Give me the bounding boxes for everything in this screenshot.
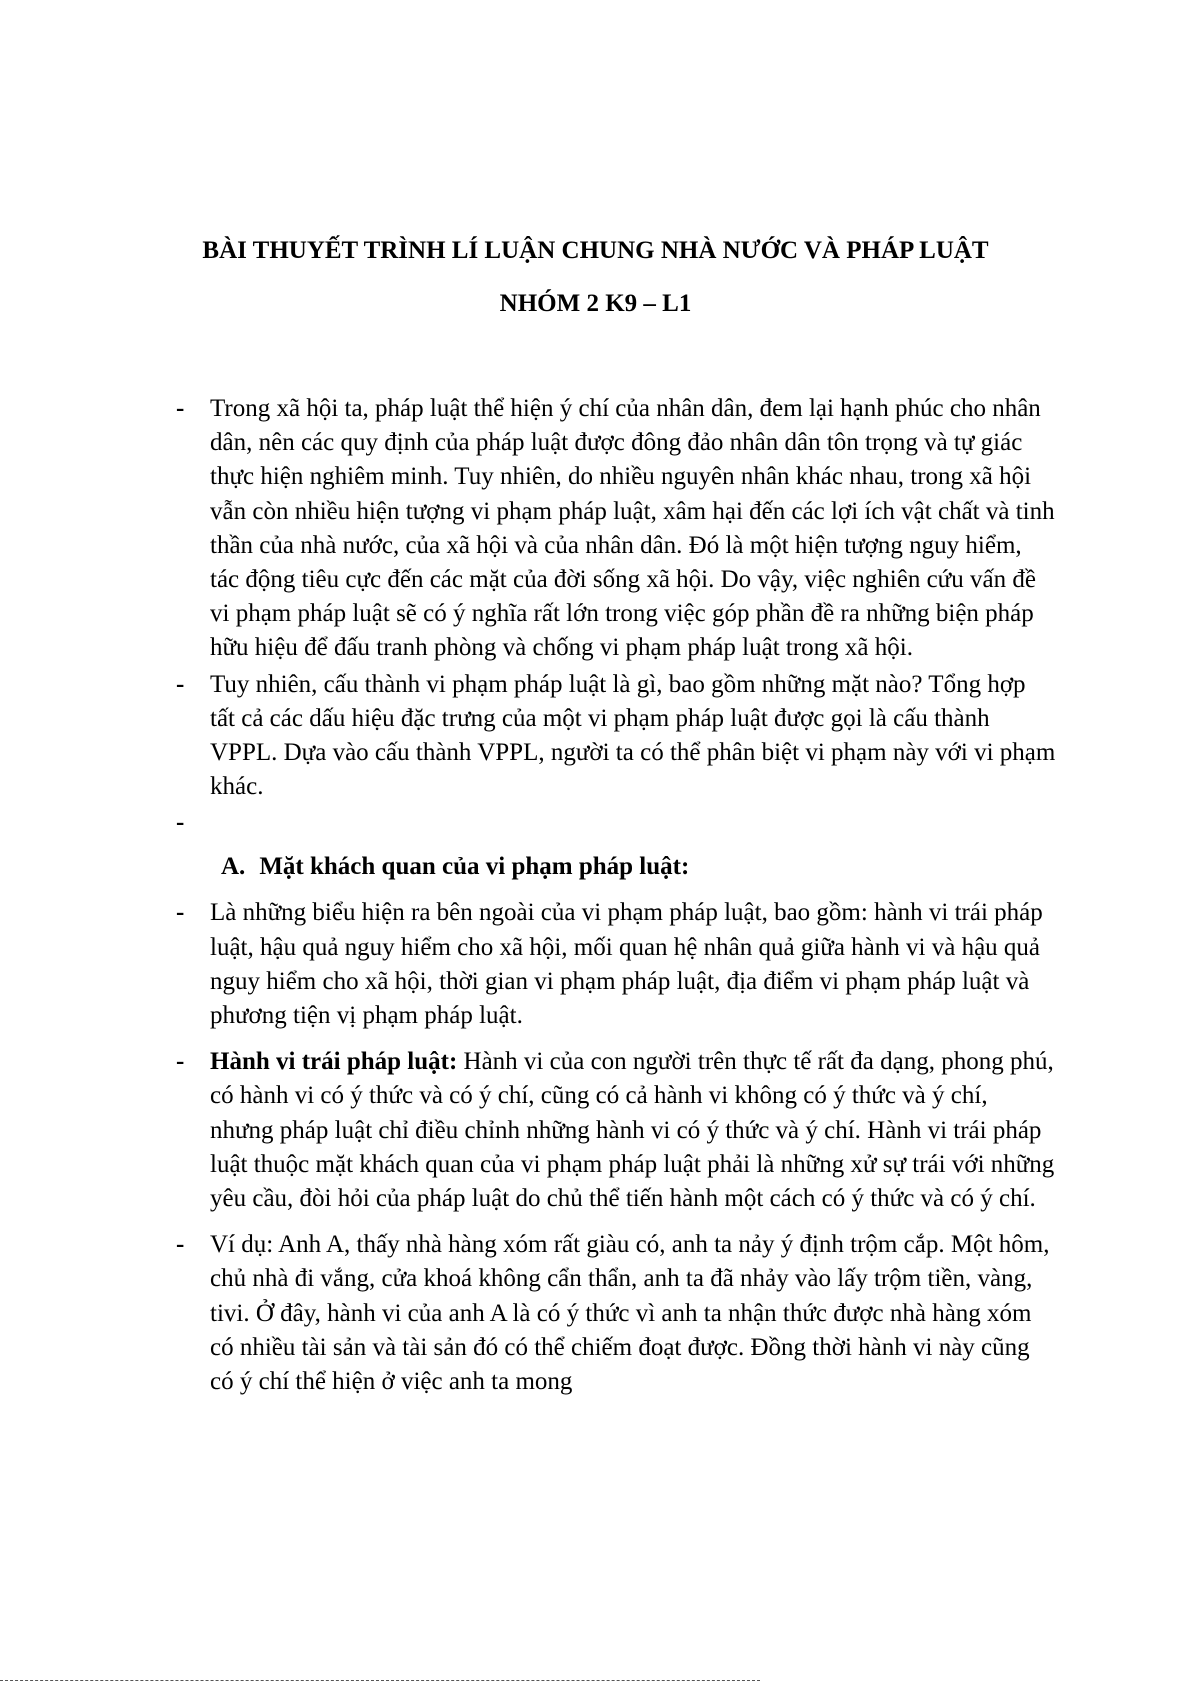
bullet-paragraph-example: [176, 1228, 1056, 1399]
dash-bullet: -: [176, 1048, 185, 1076]
paragraph-text: Là những biểu hiện ra bên ngoài của vi phạm pháp luật, bao gồm: hành vi trái pháp luật, hậu quả nguy hiểm cho xã hội, mối quan hệ nhân quả giữa hành vi và hậu quả nguy hiểm cho xã hội, thời gian vi phạm pháp luật, địa điểm vi phạm pháp luật và phương tiện vị phạm pháp luật.: [210, 899, 1043, 1030]
paragraph-text: [210, 1045, 1056, 1216]
dash-bullet: -: [176, 670, 185, 698]
bold-term: Hành vi trái pháp luật:: [210, 1048, 458, 1076]
section-title: Mặt khách quan của vi phạm pháp luật:: [259, 853, 690, 881]
page-bottom-rule: [0, 1680, 760, 1681]
bullet-paragraph-intro: [176, 392, 1056, 666]
dash-bullet: -: [176, 899, 185, 927]
bullet-paragraph-illegal-act: [176, 1045, 1056, 1216]
paragraph-text: Ví dụ: Anh A, thấy nhà hàng xóm rất giàu có, anh ta nảy ý định trộm cắp. Một hôm, chủ nhà đi vắng, cửa khoá không cẩn thẩn, anh ta đã nhảy vào lấy trộm tiền, vàng, tivi. Ở đây, hành vi của anh A là có ý thức vì anh ta nhận thức được nhà hàng xóm có nhiều tài sản và tài sản đó có thể chiếm đoạt được. Đồng thời hành vi này cũng có ý chí thể hiện ở việc anh ta mong: [210, 1231, 1050, 1396]
section-heading-a: [176, 850, 1056, 884]
document-subtitle: NHÓM 2 K9 – L1: [499, 290, 692, 317]
dash-bullet: -: [176, 1231, 185, 1259]
document-body: [176, 392, 1056, 1399]
bullet-paragraph-definition: [176, 668, 1056, 805]
dash-bullet: -: [176, 809, 185, 837]
bullet-paragraph-objective: [176, 896, 1056, 1033]
dash-bullet: -: [176, 395, 185, 422]
paragraph-text: Trong xã hội ta, pháp luật thể hiện ý chí của nhân dân, đem lại hạnh phúc cho nhân dân, nên các quy định của pháp luật được đông đảo nhân dân tôn trọng và tự giác thực hiện nghiêm minh. Tuy nhiên, do nhiều nguyên nhân khác nhau, trong xã hội vẫn còn nhiều hiện tượng vi phạm pháp luật, xâm hại đến các lợi ích vật chất và tinh thần của nhà nước, của xã hội và của nhân dân. Đó là một hiện tượng nguy hiểm, tác động tiêu cực đến các mặt của đời sống xã hội. Do vậy, việc nghiên cứu vấn đề vi phạm pháp luật sẽ có ý nghĩa rất lớn trong việc góp phần đề ra những biện pháp hữu hiệu để đấu tranh phòng và chống vi phạm pháp luật trong xã hội.: [210, 395, 1055, 662]
bullet-empty: [176, 806, 1056, 840]
document-title: BÀI THUYẾT TRÌNH LÍ LUẬN CHUNG NHÀ NƯỚC VÀ PHÁP LUẬT: [202, 237, 989, 264]
paragraph-body: Hành vi của con người trên thực tế rất đa dạng, phong phú, có hành vi có ý thức và có ý chí, cũng có cả hành vi không có ý thức và ý chí, nhưng pháp luật chỉ điều chỉnh những hành vi có ý thức và ý chí. Hành vi trái pháp luật thuộc mặt khách quan của vi phạm pháp luật phải là những xử sự trái với những yêu cầu, đòi hỏi của pháp luật do chủ thể tiến hành một cách có ý thức và có ý chí.: [210, 1048, 1055, 1213]
paragraph-text: Tuy nhiên, cấu thành vi phạm pháp luật là gì, bao gồm những mặt nào? Tổng hợp tất cả các dấu hiệu đặc trưng của một vi phạm pháp luật được gọi là cấu thành VPPL. Dựa vào cấu thành VPPL, người ta có thể phân biệt vi phạm này với vi phạm khác.: [210, 670, 1056, 801]
section-number: A.: [221, 853, 246, 881]
